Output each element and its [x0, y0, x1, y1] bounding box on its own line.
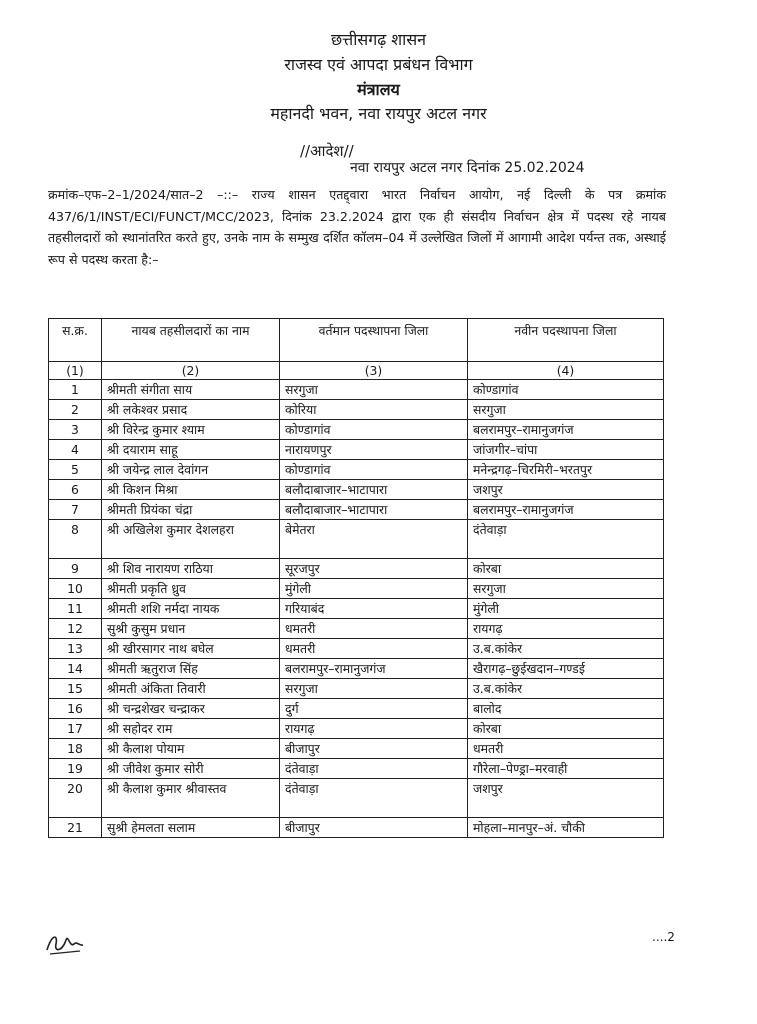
cell-new-district: मोहला–मानपुर–अं. चौकी: [468, 818, 664, 838]
cell-officer-name: श्रीमती अंकिता तिवारी: [102, 679, 280, 699]
table-row: [49, 599, 664, 619]
cell-officer-name: श्री विरेन्द्र कुमार श्याम: [102, 420, 280, 440]
cell-serial-number: 11: [49, 599, 102, 619]
table-row: [49, 460, 664, 480]
cell-new-district: बालोद: [468, 699, 664, 719]
cell-serial-number: 12: [49, 619, 102, 639]
cell-serial-number: 7: [49, 500, 102, 520]
cell-officer-name: सुश्री कुसुम प्रधान: [102, 619, 280, 639]
table-row: [49, 659, 664, 679]
cell-officer-name: श्री दयाराम साहू: [102, 440, 280, 460]
cell-serial-number: 17: [49, 719, 102, 739]
signature-icon: [44, 930, 86, 956]
cell-current-district: बलरामपुर–रामानुजगंज: [280, 659, 468, 679]
cell-serial-number: 9: [49, 559, 102, 579]
cell-officer-name: सुश्री हेमलता सलाम: [102, 818, 280, 838]
column-number: (3): [280, 362, 468, 380]
table-row: [49, 480, 664, 500]
cell-serial-number: 8: [49, 520, 102, 559]
cell-current-district: मुंगेली: [280, 579, 468, 599]
table-row: [49, 579, 664, 599]
cell-officer-name: श्री सहोदर राम: [102, 719, 280, 739]
table-row: [49, 440, 664, 460]
order-paragraph: क्रमांक–एफ–2–1/2024/सात–2 –::– राज्य शासन एतद्द्वारा भारत निर्वाचन आयोग, नई दिल्ली के पत्र क्रमांक 437/6/1/INST/ECI/FUNCT/MCC/2023, दिनांक 23.2.2024 द्वारा एक ही संसदीय निर्वाचन क्षेत्र में पदस्थ रहे नायब तहसीलदारों को स्थानांतरित करते हुए, उनके नाम के सम्मुख दर्शित कॉलम–04 में उल्लेखित जिलों में आगामी आदेश पर्यन्त तक, अस्थाई रूप से पदस्थ करता है:–: [48, 187, 666, 267]
cell-current-district: बीजापुर: [280, 739, 468, 759]
cell-new-district: जशपुर: [468, 779, 664, 818]
table-row: [49, 420, 664, 440]
table-row: [49, 500, 664, 520]
table-row: [49, 699, 664, 719]
table-row: [49, 639, 664, 659]
table-row: [49, 679, 664, 699]
table-row: [49, 759, 664, 779]
cell-current-district: दंतेवाड़ा: [280, 779, 468, 818]
cell-current-district: कोरिया: [280, 400, 468, 420]
cell-serial-number: 6: [49, 480, 102, 500]
cell-serial-number: 20: [49, 779, 102, 818]
header-new-district: नवीन पदस्थापना जिला: [468, 319, 664, 362]
cell-current-district: बलौदाबाजार–भाटापारा: [280, 480, 468, 500]
cell-current-district: बीजापुर: [280, 818, 468, 838]
cell-serial-number: 13: [49, 639, 102, 659]
cell-new-district: कोरबा: [468, 719, 664, 739]
cell-serial-number: 10: [49, 579, 102, 599]
cell-serial-number: 3: [49, 420, 102, 440]
cell-new-district: मुंगेली: [468, 599, 664, 619]
column-number-row: [49, 362, 664, 380]
cell-current-district: नारायणपुर: [280, 440, 468, 460]
cell-serial-number: 2: [49, 400, 102, 420]
cell-new-district: उ.ब.कांकेर: [468, 639, 664, 659]
cell-serial-number: 21: [49, 818, 102, 838]
cell-new-district: सरगुजा: [468, 579, 664, 599]
cell-officer-name: श्री किशन मिश्रा: [102, 480, 280, 500]
table-row: [49, 779, 664, 818]
cell-current-district: बलौदाबाजार–भाटापारा: [280, 500, 468, 520]
table-row: [49, 520, 664, 559]
header-current-district: वर्तमान पदस्थापना जिला: [280, 319, 468, 362]
cell-new-district: बलरामपुर–रामानुजगंज: [468, 420, 664, 440]
cell-current-district: गरियाबंद: [280, 599, 468, 619]
table-row: [49, 719, 664, 739]
table-row: [49, 400, 664, 420]
cell-officer-name: श्री कैलाश कुमार श्रीवास्तव: [102, 779, 280, 818]
cell-serial-number: 19: [49, 759, 102, 779]
table-row: [49, 559, 664, 579]
cell-current-district: सूरजपुर: [280, 559, 468, 579]
cell-current-district: धमतरी: [280, 639, 468, 659]
cell-new-district: रायगढ़: [468, 619, 664, 639]
cell-current-district: कोण्डागांव: [280, 460, 468, 480]
cell-new-district: कोरबा: [468, 559, 664, 579]
ministry-label: मंत्रालय: [357, 80, 400, 99]
cell-new-district: मनेन्द्रगढ़–चिरमिरी–भरतपुर: [468, 460, 664, 480]
cell-serial-number: 4: [49, 440, 102, 460]
cell-new-district: सरगुजा: [468, 400, 664, 420]
order-label: //आदेश//: [300, 142, 354, 160]
page-continuation: ....2: [652, 930, 675, 944]
column-number: (2): [102, 362, 280, 380]
cell-serial-number: 14: [49, 659, 102, 679]
cell-officer-name: श्रीमती प्रकृति ध्रुव: [102, 579, 280, 599]
government-name: छत्तीसगढ़ शासन: [330, 30, 427, 49]
cell-current-district: सरगुजा: [280, 380, 468, 400]
table-row: [49, 739, 664, 759]
cell-serial-number: 15: [49, 679, 102, 699]
cell-new-district: खैरागढ़–छुईखदान–गण्डई: [468, 659, 664, 679]
cell-officer-name: श्रीमती ऋतुराज सिंह: [102, 659, 280, 679]
cell-current-district: कोण्डागांव: [280, 420, 468, 440]
order-date-line: नवा रायपुर अटल नगर दिनांक 25.02.2024: [350, 160, 585, 176]
cell-serial-number: 5: [49, 460, 102, 480]
cell-officer-name: श्री लकेश्वर प्रसाद: [102, 400, 280, 420]
table-header-row: [49, 319, 664, 362]
cell-officer-name: श्री चन्द्रशेखर चन्द्राकर: [102, 699, 280, 719]
cell-officer-name: श्री शिव नारायण राठिया: [102, 559, 280, 579]
cell-officer-name: श्री कैलाश पोयाम: [102, 739, 280, 759]
header-name: नायब तहसीलदारों का नाम: [102, 319, 280, 362]
cell-current-district: रायगढ़: [280, 719, 468, 739]
cell-serial-number: 16: [49, 699, 102, 719]
column-number: (4): [468, 362, 664, 380]
cell-officer-name: श्री अखिलेश कुमार देशलहरा: [102, 520, 280, 559]
cell-new-district: उ.ब.कांकेर: [468, 679, 664, 699]
office-address: महानदी भवन, नवा रायपुर अटल नगर: [270, 104, 487, 123]
cell-new-district: दंतेवाड़ा: [468, 520, 664, 559]
cell-new-district: जांजगीर–चांपा: [468, 440, 664, 460]
cell-officer-name: श्री खीरसागर नाथ बघेल: [102, 639, 280, 659]
cell-officer-name: श्रीमती प्रियंका चंद्रा: [102, 500, 280, 520]
department-name: राजस्व एवं आपदा प्रबंधन विभाग: [284, 55, 473, 74]
cell-current-district: सरगुजा: [280, 679, 468, 699]
cell-current-district: दंतेवाड़ा: [280, 759, 468, 779]
cell-serial-number: 1: [49, 380, 102, 400]
table-row: [49, 818, 664, 838]
cell-serial-number: 18: [49, 739, 102, 759]
transfer-table: [48, 318, 664, 838]
table-row: [49, 380, 664, 400]
cell-officer-name: श्री जीवेश कुमार सोरी: [102, 759, 280, 779]
cell-current-district: धमतरी: [280, 619, 468, 639]
cell-current-district: दुर्ग: [280, 699, 468, 719]
cell-new-district: जशपुर: [468, 480, 664, 500]
cell-current-district: बेमेतरा: [280, 520, 468, 559]
cell-new-district: धमतरी: [468, 739, 664, 759]
cell-officer-name: श्री जयेन्द्र लाल देवांगन: [102, 460, 280, 480]
column-number: (1): [49, 362, 102, 380]
cell-officer-name: श्रीमती शशि नर्मदा नायक: [102, 599, 280, 619]
cell-officer-name: श्रीमती संगीता साय: [102, 380, 280, 400]
table-row: [49, 619, 664, 639]
cell-new-district: बलरामपुर–रामानुजगंज: [468, 500, 664, 520]
header-serial: स.क्र.: [49, 319, 102, 362]
cell-new-district: कोण्डागांव: [468, 380, 664, 400]
cell-new-district: गौरेला–पेण्ड्रा–मरवाही: [468, 759, 664, 779]
